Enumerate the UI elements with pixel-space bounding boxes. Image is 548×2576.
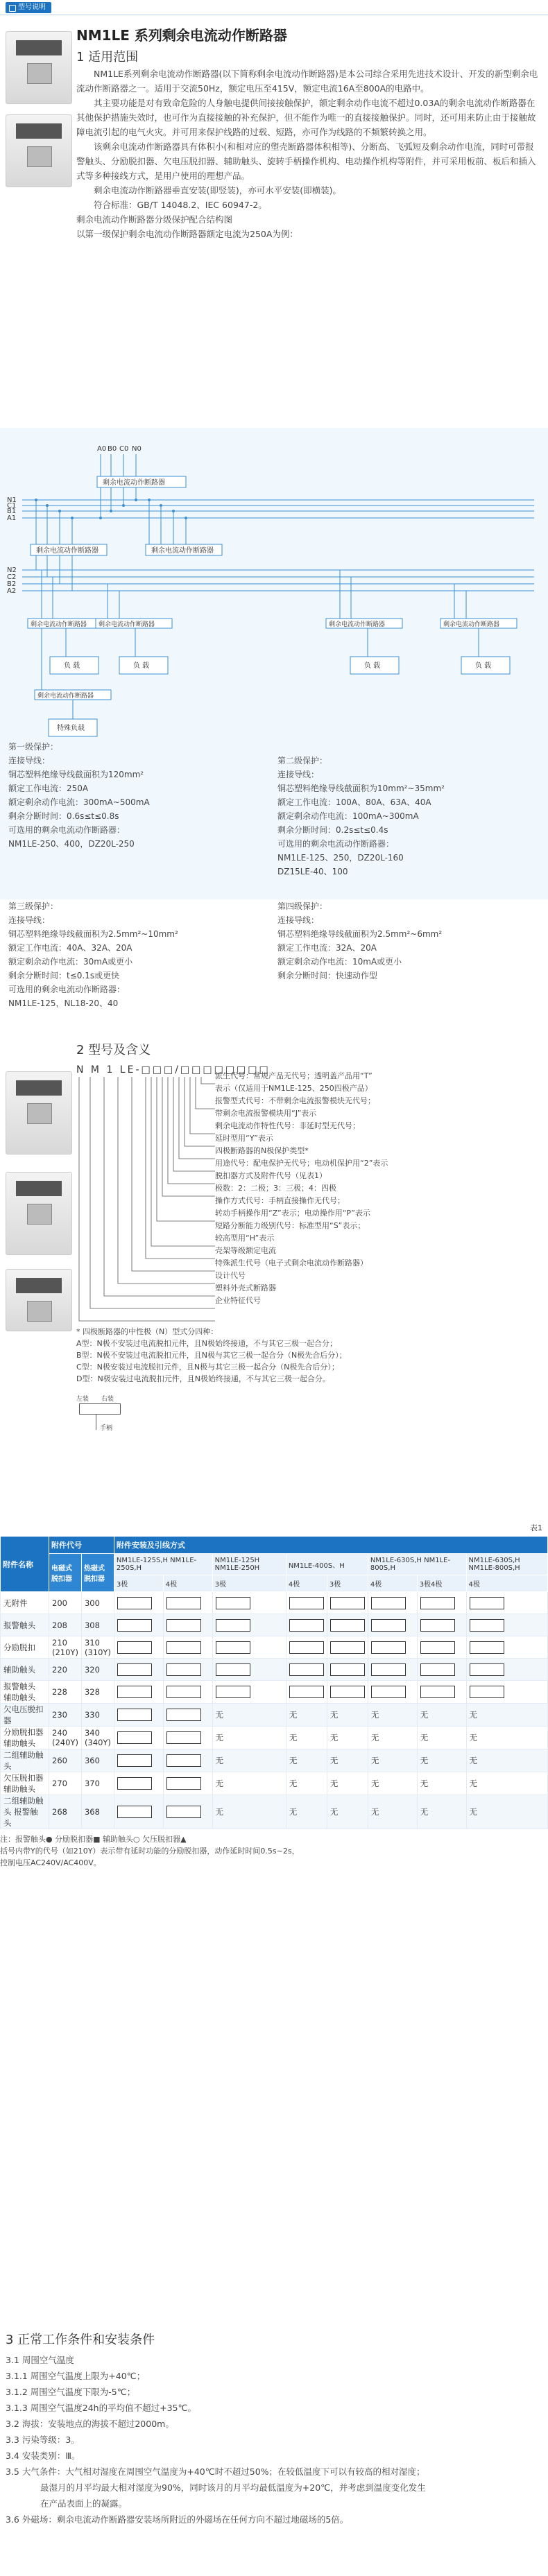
paragraph: 符合标准：GB/T 14048.2、IEC 60947-2。	[94, 200, 267, 210]
wiring-symbol	[289, 1641, 324, 1654]
wiring-symbol	[470, 1619, 504, 1632]
wiring-symbol	[371, 1663, 406, 1676]
wiring-symbol	[330, 1597, 365, 1609]
product-image-model-2	[6, 1172, 72, 1255]
rcd-label: 剩余电流动作断路器	[329, 621, 386, 628]
wiring-symbol	[371, 1641, 406, 1654]
model-legend	[76, 1064, 548, 1328]
table-caption: 表1	[530, 1523, 542, 1532]
wiring-symbol	[117, 1663, 152, 1676]
wiring-symbol	[166, 1731, 201, 1744]
bus-label: A2	[7, 587, 17, 595]
wiring-symbol	[420, 1641, 455, 1654]
wiring-symbol	[420, 1663, 455, 1676]
rcd-label: 剩余电流动作断路器	[36, 547, 99, 555]
rcd-label: 剩余电流动作断路器	[151, 547, 214, 555]
section1-heading: 1 适用范围	[76, 50, 139, 64]
paragraph: 以第一级保护剩余电流动作断路器额定电流为250A为例：	[76, 229, 298, 239]
table-row: 欠压脱扣器 辅助触头 270 370 无 无 无 无 无 无	[1, 1772, 548, 1795]
wiring-symbol	[216, 1641, 250, 1654]
wiring-symbol	[166, 1641, 201, 1654]
page-title: NM1LE 系列剩余电流动作断路器	[76, 27, 287, 44]
wiring-symbol	[330, 1641, 365, 1654]
bus-label: N1	[7, 496, 17, 504]
wiring-symbol	[470, 1663, 504, 1676]
page-header	[0, 0, 548, 15]
level-first: 第一级保护： 连接导线： 铜芯塑料绝缘导线截面积为120mm² 额定工作电流：250A 额定剩余动作电流：300mA~500mA 剩余分断时间：0.6s≤t≤0.8s 可选用的剩余电流动作断路器： NM1LE-250、400，DZ20L-250	[8, 742, 150, 849]
model-bracket-lines	[76, 1077, 215, 1333]
rcd-label: 剩余电流动作断路器	[31, 621, 87, 628]
wiring-symbol	[166, 1619, 201, 1632]
col-name: 附件名称	[1, 1537, 49, 1592]
wiring-symbol	[289, 1619, 324, 1632]
table-row: 二组辅助触头 260 360 无 无 无 无 无 无	[1, 1749, 548, 1772]
n-pole-note: * 四极断路器的中性极（N）型式分四种： A型：N极不安装过电流脱扣元件，且N极始终接通，不与其它三极一起合分； B型：N极不安装过电流脱扣元件，且N极与其它三极一起合分（N极先合后分）； C型：N极安装过电流脱扣元件，且N极与其它三极一起合分（N极先合后分）； D型：N极安装过电流脱扣元件，且N极始终接通，不与其它三极一起合分。	[76, 1327, 347, 1383]
paragraph: 剩余电流动作断路器垂直安装(即竖装)，亦可水平安装(即横装)。	[94, 185, 342, 196]
accessory-table: 附件名称 附件代号 附件安装及引线方式 电磁式脱扣器 热磁式脱扣器 NM1LE-125S,H NM1LE-250S,H NM1LE-125H NM1LE-250H NM1LE-400S、H NM1LE-630S,H NM1LE-800S,H NM1LE-630S,H NM1LE-800S,H 3极 4极 3极 4极 3极 4极 3极4极 4极 无附件 200 300 报警触头 208 308 分励脱扣 210 (210Y) 310 (310Y) 辅助触头 220 320 报警触头 辅助触头 228 328 欠电压脱扣器 230 330 无 无 无 无 无 无 分励脱扣器 辅助触头 240 (240Y) 340 (340Y) 无 无 无 无 无 无 二组辅助触头 260 360 无 无 无 无 无 无 欠压脱扣器 辅助触头 270 370 无 无 无 无 无 无 二组辅助触头 报警触头 268 368 无 无 无 无 无 无 注：报警触头● 分励脱扣器■ 辅助触头○ 欠压脱扣器▲ 括号内带Y的代号（如210Y）表示带有延时功能的分励脱扣器，动作延时时间0.5s~2s， 控制电压AC240V/AC400V。	[0, 1536, 548, 1869]
wiring-symbol	[117, 1709, 152, 1721]
product-image-model-1	[6, 1071, 72, 1155]
protection-diagram	[0, 428, 548, 899]
header-tab: 型号说明	[6, 2, 51, 13]
bus-label: C2	[7, 573, 17, 581]
level-second: 第二级保护： 连接导线： 铜芯塑料绝缘导线截面积为10mm²~35mm² 额定工作电流：100A、80A、63A、40A 额定剩余动作电流：100mA~300mA 剩余分断时间：0.2s≤t≤0.4s 可选用的剩余电流动作断路器： NM1LE-125、250，DZ20L-160 DZ15LE-40、100	[277, 756, 445, 876]
table-notes: 注：报警触头● 分励脱扣器■ 辅助触头○ 欠压脱扣器▲ 括号内带Y的代号（如210Y）表示带有延时功能的分励脱扣器，动作延时时间0.5s~2s， 控制电压AC240V/AC400V。	[0, 1835, 300, 1867]
section2-heading: 2 型号及含义	[76, 1043, 151, 1057]
wiring-symbol	[117, 1731, 152, 1744]
rcd-label: 剩余电流动作断路器	[37, 693, 94, 700]
wiring-symbol	[117, 1777, 152, 1790]
wiring-symbol	[330, 1619, 365, 1632]
rcd-label: 剩余电流动作断路器	[443, 621, 500, 628]
wiring-symbol	[216, 1597, 250, 1609]
paragraph: NM1LE系列剩余电流动作断路器(以下简称剩余电流动作断路器)是本公司综合采用先进技术设计、开发的新型剩余电流动作断路器之一。适用于交流50Hz，额定电压至415V，额定电流16A至800A的电路中。	[76, 69, 538, 94]
feeder-label: C0	[119, 445, 129, 453]
wiring-symbol	[371, 1619, 406, 1632]
wiring-symbol	[470, 1641, 504, 1654]
wiring-symbol	[117, 1806, 152, 1818]
wiring-symbol	[166, 1777, 201, 1790]
wiring-symbol	[117, 1641, 152, 1654]
model-code: N M 1 LE-□□□/□□□□□□□□	[76, 1064, 271, 1075]
wiring-symbol	[470, 1597, 504, 1609]
feeder-label: B0	[108, 445, 117, 453]
bus-label: B2	[7, 580, 17, 588]
wiring-symbol	[470, 1686, 504, 1698]
load-label: 负 载	[64, 662, 80, 670]
table-row: 欠电压脱扣器 230 330 无 无 无 无 无 无	[1, 1704, 548, 1727]
wiring-symbol	[289, 1663, 324, 1676]
section3-body: 3.1 周围空气温度 3.1.1 周围空气温度上限为+40℃； 3.1.2 周围空气温度下限为-5℃； 3.1.3 周围空气温度24h的平均值不超过+35℃。 3.2 海拔：安装地点的海拔不超过2000m。 3.3 污染等级：3。 3.4 安装类别：Ⅲ。 3.5 大气条件：大气相对湿度在周围空气温度为+40℃时不超过50%；在较低温度下可以有较高的相对湿度； 最湿月的月平均最大相对湿度为90%，同时该月的月平均最低温度为+20℃，并考虑到温度变化发生 在产品表面上的凝露。 3.6 外磁场：剩余电流动作断路器安装场所附近的外磁场在任何方向不超过地磁场的5倍。	[6, 2355, 426, 2525]
bus-label: A1	[7, 515, 17, 522]
feeder-label: A0	[97, 445, 107, 453]
feeder-label: N0	[132, 445, 142, 453]
table-row: 分励脱扣 210 (210Y) 310 (310Y)	[1, 1636, 548, 1659]
load-label: 负 载	[475, 662, 492, 670]
model-items: 派生代号：常规产品无代号；透明盖产品用“T” 表示（仅适用于NM1LE-125、250四极产品） 报警型式代号：不带剩余电流报警模块无代号； 带剩余电流报警模块用“J”表示 剩余电流动作特性代号：非延时型无代号； 延时型用“Y”表示 四极断路器的N极保护类型* 用途代号：配电保护无代号；电动机保护用“2”表示 脱扣器方式及附件代号（见表1） 极数：2：二极；3：三极；4：四极 操作方式代号：手柄直接操作无代号； 转动手柄操作用“Z”表示；电动操作用“P”表示 短路分断能力级别代号：标准型用“S”表示； 较高型用“H”表示 壳架等级额定电流 特殊派生代号（电子式剩余电流动作断路器） 设计代号 塑料外壳式断路器 企业特征代号	[215, 1071, 388, 1305]
level-third-text: 第三级保护： 连接导线： 铜芯塑料绝缘导线截面积为2.5mm²~10mm² 额定工作电流：40A、32A、20A 额定剩余动作电流：30mA或更小 剩余分断时间：t≤0.1s或更快 可选用的剩余电流动作断路器： NM1LE-125，NL18-20、40	[8, 901, 178, 1008]
paragraph: 剩余电流动作断路器分级保护配合结构图	[76, 214, 233, 225]
wiring-symbol	[289, 1686, 324, 1698]
wiring-symbol	[117, 1754, 152, 1767]
col-code: 附件代号	[49, 1537, 114, 1554]
wiring-symbol	[420, 1597, 455, 1609]
section1-body	[76, 67, 541, 241]
table-row: 辅助触头 220 320	[1, 1659, 548, 1681]
wiring-symbol	[166, 1806, 201, 1818]
level-fourth-text: 第四级保护： 连接导线： 铜芯塑料绝缘导线截面积为2.5mm²~6mm² 额定工作电流：32A、20A 额定剩余动作电流：10mA或更小 剩余分断时间：快速动作型	[277, 901, 443, 980]
handle-sketch: 左装 右装 手柄	[76, 1394, 160, 1435]
wiring-symbol	[216, 1686, 250, 1698]
bus-label: N2	[7, 567, 17, 574]
table-row: 二组辅助触头 报警触头 268 368 无 无 无 无 无 无	[1, 1795, 548, 1829]
rcd-label: 剩余电流动作断路器	[103, 479, 165, 487]
product-image-model-3	[6, 1269, 72, 1331]
bus-label: C1	[7, 502, 17, 510]
wiring-symbol	[117, 1597, 152, 1609]
wiring-symbol	[420, 1686, 455, 1698]
wiring-symbol	[166, 1754, 201, 1767]
load-label: 负 载	[133, 662, 150, 670]
product-image-front	[6, 31, 72, 104]
wiring-symbol	[330, 1686, 365, 1698]
wiring-symbol	[166, 1709, 201, 1721]
table-row: 无附件 200 300	[1, 1592, 548, 1614]
paragraph: 其主要功能是对有致命危险的人身触电提供间接接触保护，额定剩余动作电流不超过0.03A的剩余电流动作断路器在其他保护措施失效时，也可作为直接接触的补充保护，但不能作为唯一的直接接触保护。同时，还可用来防止由于接触故障电流引起的电气火灾。并可用来保护线路的过载、短路，亦可作为线路的不频繁转换之用。	[76, 98, 536, 137]
wiring-symbol	[289, 1597, 324, 1609]
wiring-symbol	[420, 1619, 455, 1632]
wiring-symbol	[216, 1663, 250, 1676]
wiring-symbol	[117, 1686, 152, 1698]
bus-label: B1	[7, 508, 17, 515]
paragraph: 该剩余电流动作断路器具有体积小(和相对应的塑壳断路器体积相等)、分断高、飞弧短及剩余动作电流，同时可带报警触头、分励脱扣器、欠电压脱扣器、辅助触头、旋转手柄操作机构、电动操作机构等附件，并可采用板前、板后和插入式等多种接线方式，是用户使用的理想产品。	[76, 141, 536, 181]
wiring-symbol	[166, 1597, 201, 1609]
section3-heading: 3 正常工作条件和安装条件	[6, 2333, 155, 2347]
product-image-side	[6, 114, 72, 187]
wiring-symbol	[166, 1663, 201, 1676]
wiring-symbol	[330, 1663, 365, 1676]
rcd-label: 剩余电流动作断路器	[99, 621, 155, 628]
table-row: 报警触头 辅助触头 228 328	[1, 1681, 548, 1704]
wiring-symbol	[216, 1619, 250, 1632]
load-label: 负 载	[364, 662, 381, 670]
table-row: 报警触头 208 308	[1, 1614, 548, 1636]
table-row: 分励脱扣器 辅助触头 240 (240Y) 340 (340Y) 无 无 无 无 无 无	[1, 1727, 548, 1749]
wiring-symbol	[371, 1686, 406, 1698]
wiring-symbol	[166, 1686, 201, 1698]
wiring-symbol	[117, 1619, 152, 1632]
wiring-symbol	[371, 1597, 406, 1609]
special-load-label: 特殊负载	[57, 725, 85, 732]
col-layout: 附件安装及引线方式	[114, 1537, 547, 1554]
